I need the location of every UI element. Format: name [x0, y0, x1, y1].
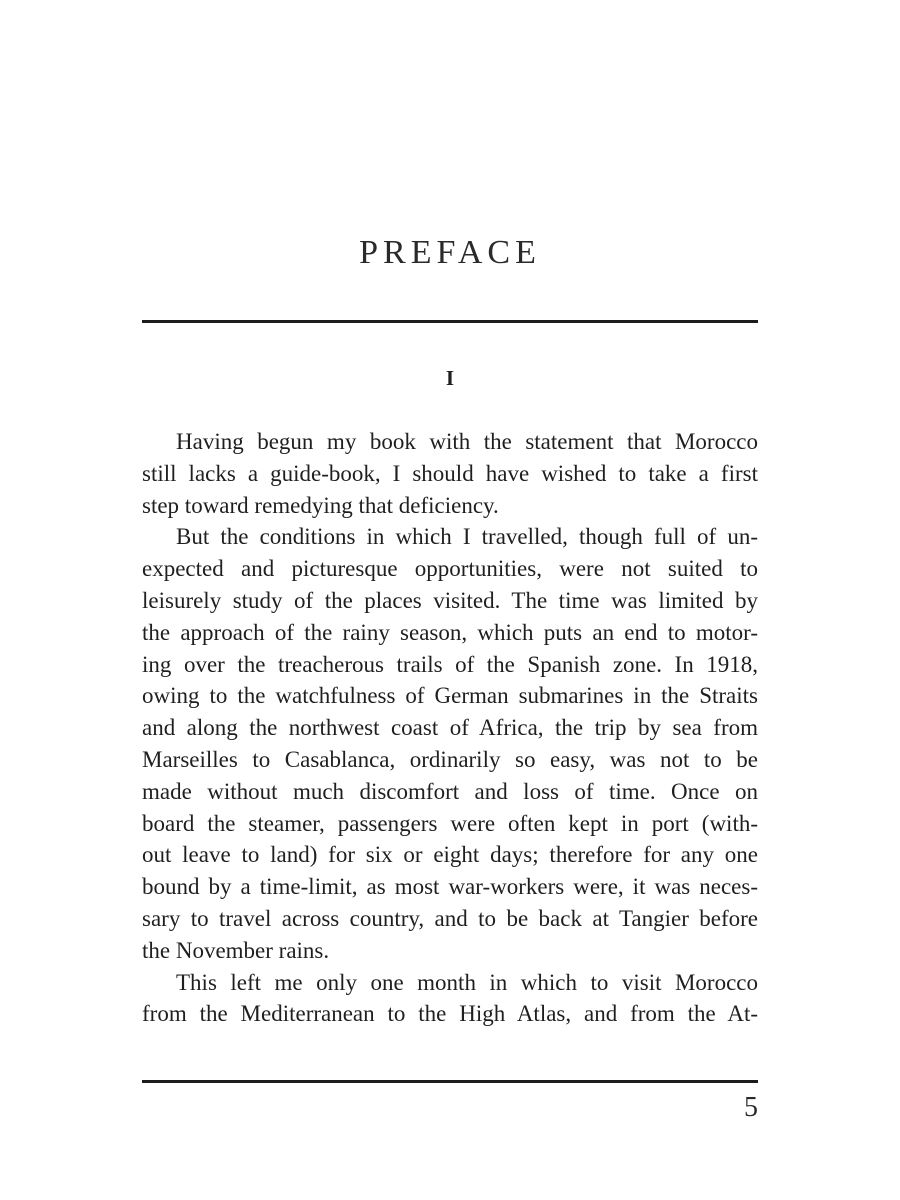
text-line: step toward remedying that deficiency. [142, 492, 499, 518]
text-line: from the Mediterranean to the High Atlas, and from the At- [142, 1001, 758, 1027]
text-line: made without much discomfort and loss of time. Once on [142, 778, 758, 804]
bottom-divider [142, 1080, 758, 1083]
preface-text [142, 426, 758, 1030]
text-line: bound by a time-limit, as most war-workers were, it was neces- [142, 874, 758, 900]
top-divider [142, 320, 758, 323]
text-line: the approach of the rainy season, which puts an end to motor- [142, 619, 758, 645]
text-line: expected and picturesque opportunities, were not suited to [142, 556, 758, 582]
text-line: ing over the treacherous trails of the Spanish zone. In 1918, [142, 651, 758, 677]
text-line: Having begun my book with the statement that Morocco [176, 429, 758, 454]
text-line: board the steamer, passengers were often kept in port (with- [142, 810, 758, 836]
page-number: 5 [744, 1092, 758, 1123]
text-line: sary to travel across country, and to be back at Tangier before [142, 905, 758, 931]
section-numeral: I [445, 366, 455, 390]
text-line: leisurely study of the places visited. The time was limited by [142, 587, 758, 613]
text-line: This left me only one month in which to visit Morocco [176, 969, 758, 995]
text-line: and along the northwest coast of Africa, the trip by sea from [142, 715, 758, 741]
text-line: the November rains. [142, 937, 330, 963]
text-line: But the conditions in which I travelled, though full of un- [176, 524, 758, 550]
text-line: Marseilles to Casablanca, ordinarily so easy, was not to be [142, 746, 758, 772]
text-line: still lacks a guide-book, I should have wished to take a first [142, 460, 758, 486]
text-line: out leave to land) for six or eight days; therefore for any one [142, 842, 758, 868]
text-line: owing to the watchfulness of German submarines in the Straits [142, 683, 758, 709]
chapter-title: PREFACE [359, 234, 541, 271]
